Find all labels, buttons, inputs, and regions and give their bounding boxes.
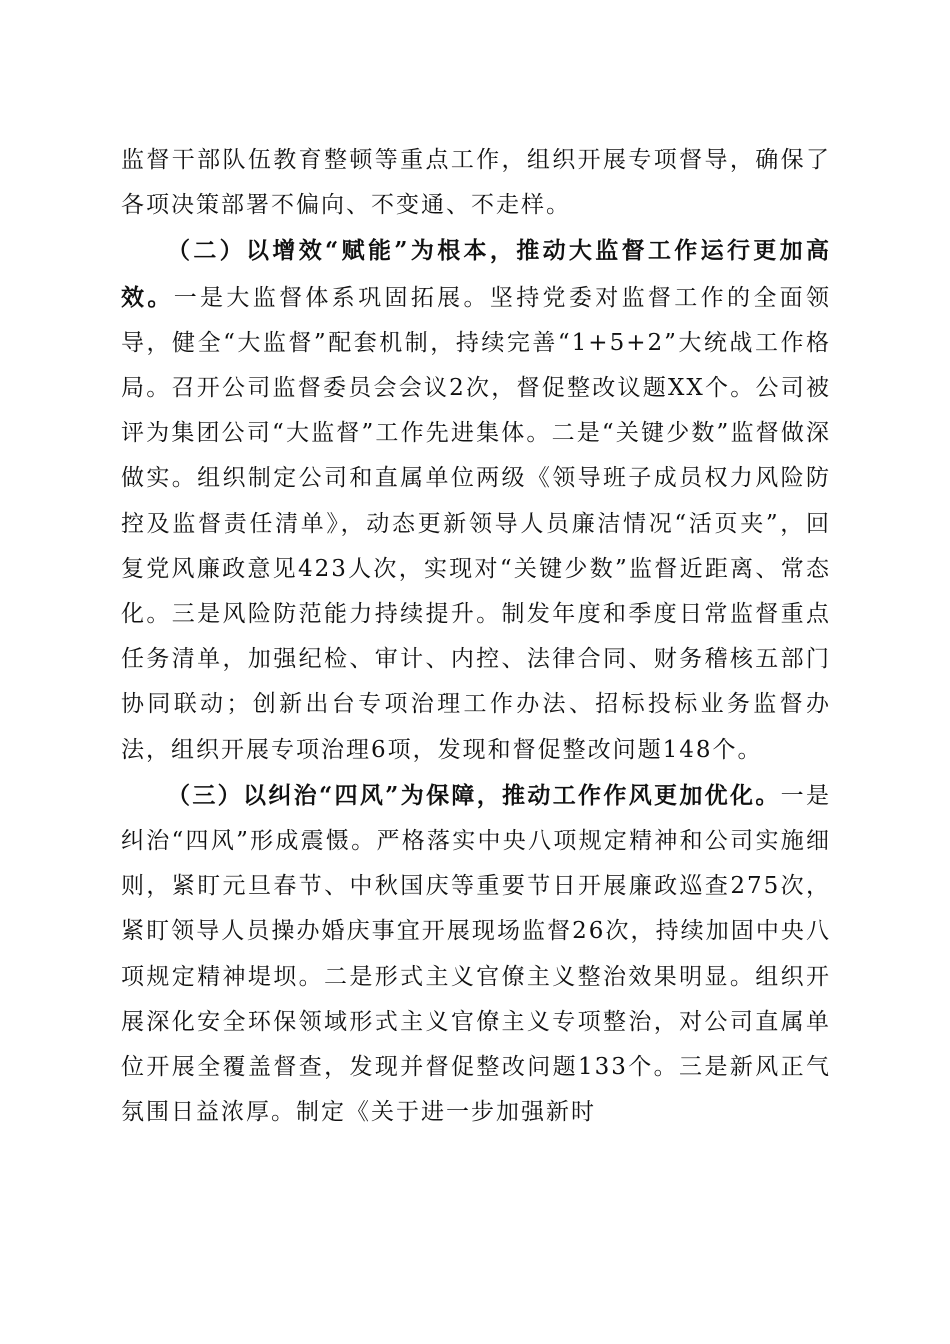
- paragraph-text: 一是大监督体系巩固拓展。坚持党委对监督工作的全面领导，健全“大监督”配套机制，持续完善“1+5+2”大统战工作格局。召开公司监督委员会会议2次，督促整改议题XX个。公司被评为集团公司“大监督”工作先进集体。二是“关键少数”监督做深做实。组织制定公司和直属单位两级《领导班子成员权力风险防控及监督责任清单》，动态更新领导人员廉洁情况“活页夹”，回复党风廉政意见423人次，实现对“关键少数”监督近距离、常态化。三是风险防范能力持续提升。制发年度和季度日常监督重点任务清单，加强纪检、审计、内控、法律合同、财务稽核五部门协同联动；创新出台专项治理工作办法、招标投标业务监督办法，组织开展专项治理6项，发现和督促整改问题148个。: [121, 284, 832, 763]
- section-heading: （三）以纠治“四风”为保障，推动工作作风更加优化。: [167, 781, 781, 809]
- document-body: [121, 138, 831, 1135]
- paragraph-section-three: [121, 773, 831, 1136]
- paragraph-section-two: [121, 228, 831, 772]
- paragraph-text: 一是纠治“四风”形成震慑。严格落实中央八项规定精神和公司实施细则，紧盯元旦春节、中秋国庆等重要节日开展廉政巡查275次，紧盯领导人员操办婚庆事宜开展现场监督26次，持续加固中央八项规定精神堤坝。二是形式主义官僚主义整治效果明显。组织开展深化安全环保领域形式主义官僚主义专项整治，对公司直属单位开展全覆盖督查，发现并督促整改问题133个。三是新风正气氛围日益浓厚。制定《关于进一步加强新时: [121, 782, 831, 1126]
- paragraph-text: 监督干部队伍教育整顿等重点工作，组织开展专项督导，确保了各项决策部署不偏向、不变通、不走样。: [121, 147, 831, 219]
- section-heading: （二）以增效“赋能”为根本，推动大监督工作运行更加高效。: [121, 237, 831, 311]
- paragraph-continuation: [121, 138, 831, 228]
